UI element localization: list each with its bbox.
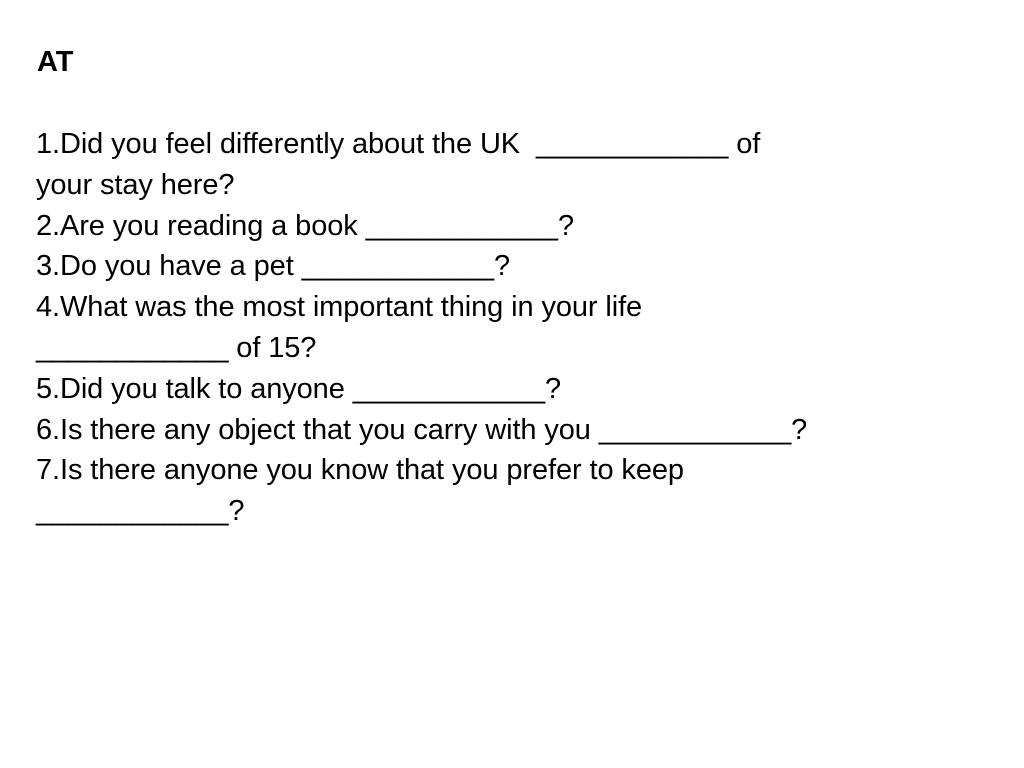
question-3: 3.Do you have a pet ____________? — [36, 250, 510, 283]
question-4-line-1: 4.What was the most important thing in your life — [36, 291, 643, 324]
question-5: 5.Did you talk to anyone ____________? — [36, 372, 562, 405]
question-7-line-1: 7.Is there anyone you know that you prefer to keep — [36, 454, 684, 487]
question-list — [36, 124, 996, 532]
question-1-line-1: 1.Did you feel differently about the UK ____________ of — [36, 128, 761, 160]
question-7-line-2: ____________? — [36, 495, 245, 528]
question-6: 6.Is there any object that you carry with you ____________? — [36, 413, 808, 446]
heading: AT — [37, 46, 74, 78]
question-2: 2.Are you reading a book ____________? — [36, 209, 574, 242]
question-1-line-2: your stay here? — [36, 168, 235, 201]
question-4-line-2: ____________ of 15? — [36, 331, 317, 364]
